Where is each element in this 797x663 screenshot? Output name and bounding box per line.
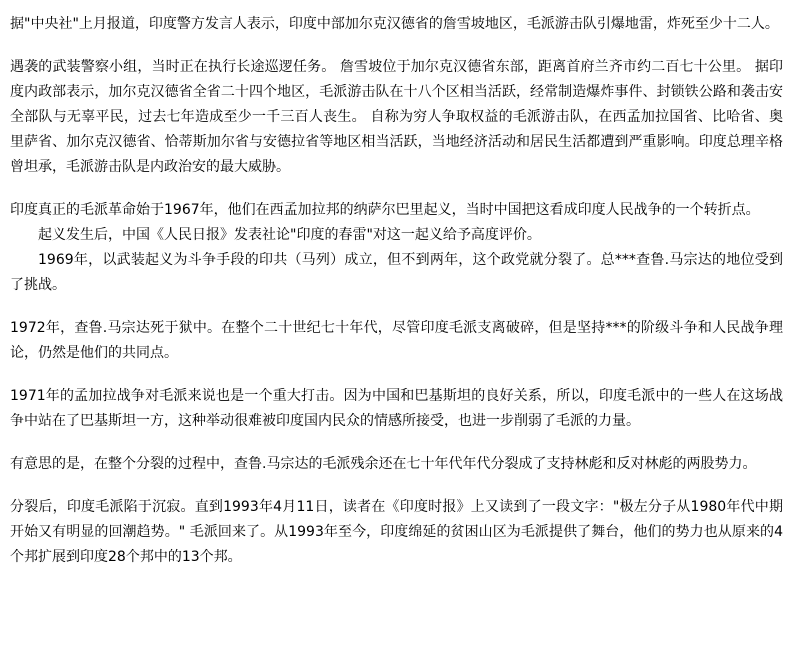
paragraph-lin-biao-factions: 有意思的是，在整个分裂的过程中，查鲁.马宗达的毛派残余还在七十年代年代分裂成了支持林彪和反对林彪的两股势力。	[10, 456, 757, 472]
paragraph-1972-charu-death: 1972年，查鲁.马宗达死于狱中。在整个二十世纪七十年代，尽管印度毛派支离破碎，但是坚持***的阶级斗争和人民战争理论，仍然是他们的共同点。	[10, 320, 783, 361]
paragraph-intro-report: 据"中央社"上月报道，印度警方发言人表示，印度中部加尔克汉德省的詹雪坡地区，毛派游击队引爆地雷，炸死至少十二人。	[10, 16, 779, 32]
paragraph-1969-party-split: 1969年，以武装起义为斗争手段的印共（马列）成立，但不到两年，这个政党就分裂了。总***查鲁.马宗达的地位受到了挑战。	[10, 252, 783, 293]
paragraph-1993-revival: 分裂后，印度毛派陷于沉寂。直到1993年4月11日，读者在《印度时报》上又读到了一段文字："极左分子从1980年代中期开始又有明显的回潮趋势。" 毛派回来了。从1993年至今，印度绵延的贫困山区为毛派提供了舞台，他们的势力也从原来的4个邦扩展到印度28个邦中的13个邦。	[10, 499, 783, 565]
paragraph-1971-bangladesh-war: 1971年的孟加拉战争对毛派来说也是一个重大打击。因为中国和巴基斯坦的良好关系，所以，印度毛派中的一些人在这场战争中站在了巴基斯坦一方，这种举动很难被印度国内民众的情感所接受，也进一步削弱了毛派的力量。	[10, 388, 783, 429]
paragraph-maoist-revolution-origin: 印度真正的毛派革命始于1967年，他们在西孟加拉邦的纳萨尔巴里起义，当时中国把这看成印度人民战争的一个转折点。	[10, 202, 760, 218]
paragraph-peoples-daily-editorial: 起义发生后，中国《人民日报》发表社论"印度的春雷"对这一起义给予高度评价。	[38, 227, 541, 243]
paragraph-ambush-details: 遇袭的武装警察小组，当时正在执行长途巡逻任务。 詹雪坡位于加尔克汉德省东部，距离首府兰齐市约二百七十公里。 据印度内政部表示，加尔克汉德省全省二十四个地区，毛派游击队在十八个区相当活跃，经常制造爆炸事件、封锁铁公路和袭击安全部队与无辜平民，过去七年造成至少一千三百人丧生。 自称为穷人争取权益的毛派游击队，在西孟加拉国省、比哈省、奥里萨省、加尔克汉德省、恰蒂斯加尔省与安德拉省等地区相当活跃，当地经济活动和居民生活都遭到严重影响。印度总理辛格曾坦承，毛派游击队是内政治安的最大威胁。	[10, 59, 783, 175]
